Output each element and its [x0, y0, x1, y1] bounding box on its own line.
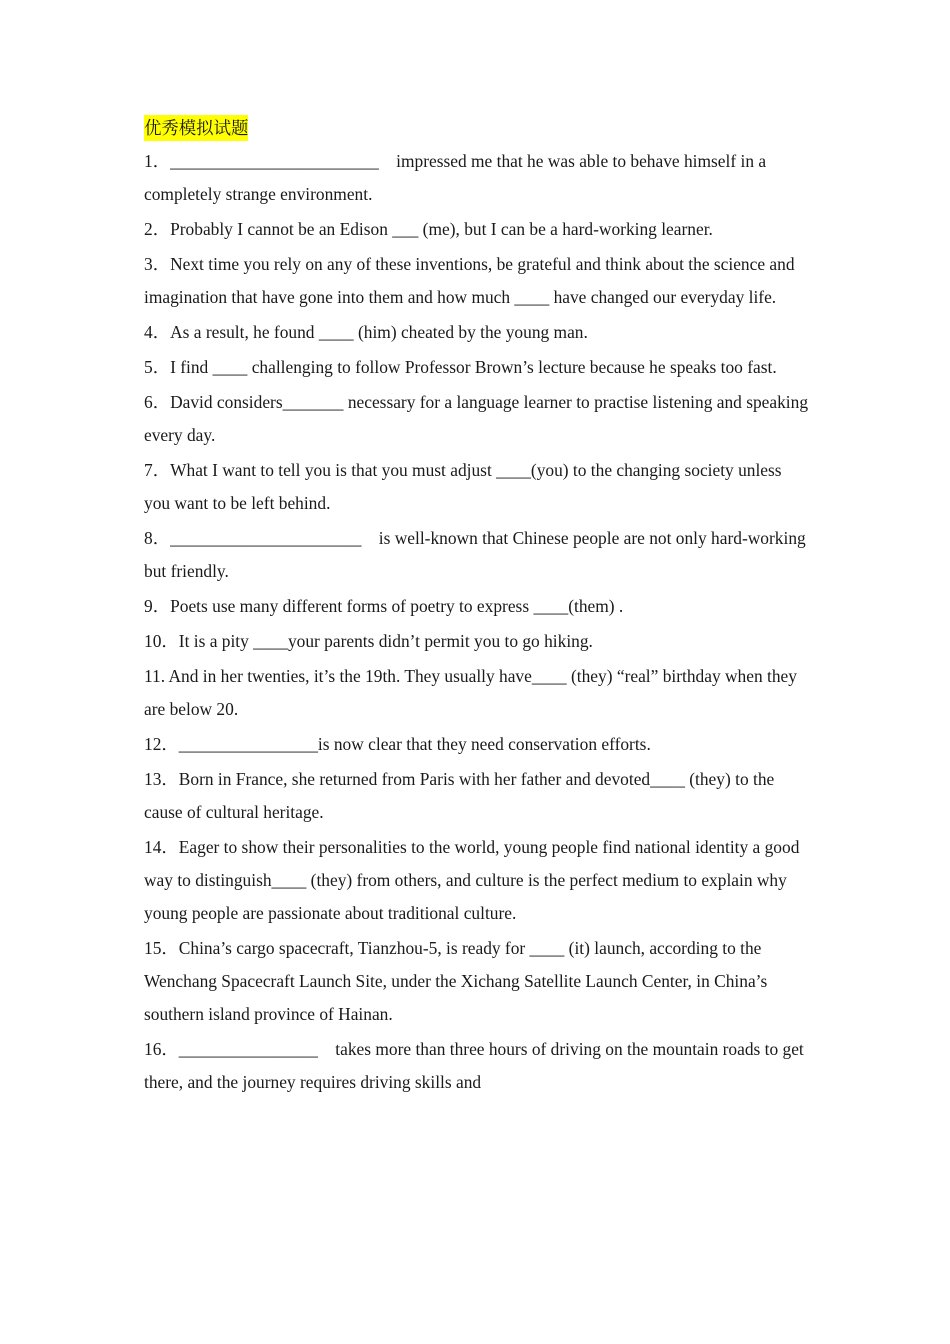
question-8: 8．______________________ is well-known that Chinese people are not only hard-working but friendly. [144, 528, 811, 581]
question-3: 3．Next time you rely on any of these inventions, be grateful and think about the science and imagination that have gone into them and how much ____ have changed our everyday life. [144, 254, 799, 307]
question-5: 5．I find ____ challenging to follow Professor Brown’s lecture because he speaks too fast. [144, 357, 777, 377]
question-9: 9．Poets use many different forms of poetry to express ____(them) . [144, 596, 624, 616]
question-4: 4．As a result, he found ____ (him) cheated by the young man. [144, 322, 588, 342]
question-15: 15．China’s cargo spacecraft, Tianzhou-5, is ready for ____ (it) launch, according to the Wenchang Spacecraft Launch Site, under the Xichang Satellite Launch Center, in China’s southern island province of Hainan. [144, 938, 772, 1024]
question-7: 7．What I want to tell you is that you must adjust ____(you) to the changing society unless you want to be left behind. [144, 460, 786, 513]
question-14: 14．Eager to show their personalities to the world, young people find national identity a good way to distinguish____ (they) from others, and culture is the perfect medium to explain why young people are passionate about traditional culture. [144, 837, 804, 923]
question-2: 2．Probably I cannot be an Edison ___ (me), but I can be a hard-working learner. [144, 219, 713, 239]
question-10: 10．It is a pity ____your parents didn’t permit you to go hiking. [144, 631, 593, 651]
question-11: 11. And in her twenties, it’s the 19th. They usually have____ (they) “real” birthday when they are below 20. [144, 666, 802, 719]
question-1: 1．________________________ impressed me that he was able to behave himself in a completely strange environment. [144, 151, 771, 204]
question-12: 12．________________is now clear that they need conservation efforts. [144, 734, 651, 754]
question-13: 13．Born in France, she returned from Paris with her father and devoted____ (they) to the cause of cultural heritage. [144, 769, 779, 822]
question-6: 6．David considers_______ necessary for a language learner to practise listening and speaking every day. [144, 392, 813, 445]
document-title: 优秀模拟试题 [144, 115, 248, 141]
document-page [144, 112, 813, 1101]
question-16: 16．________________ takes more than three hours of driving on the mountain roads to get there, and the journey requires driving skills and [144, 1039, 809, 1092]
